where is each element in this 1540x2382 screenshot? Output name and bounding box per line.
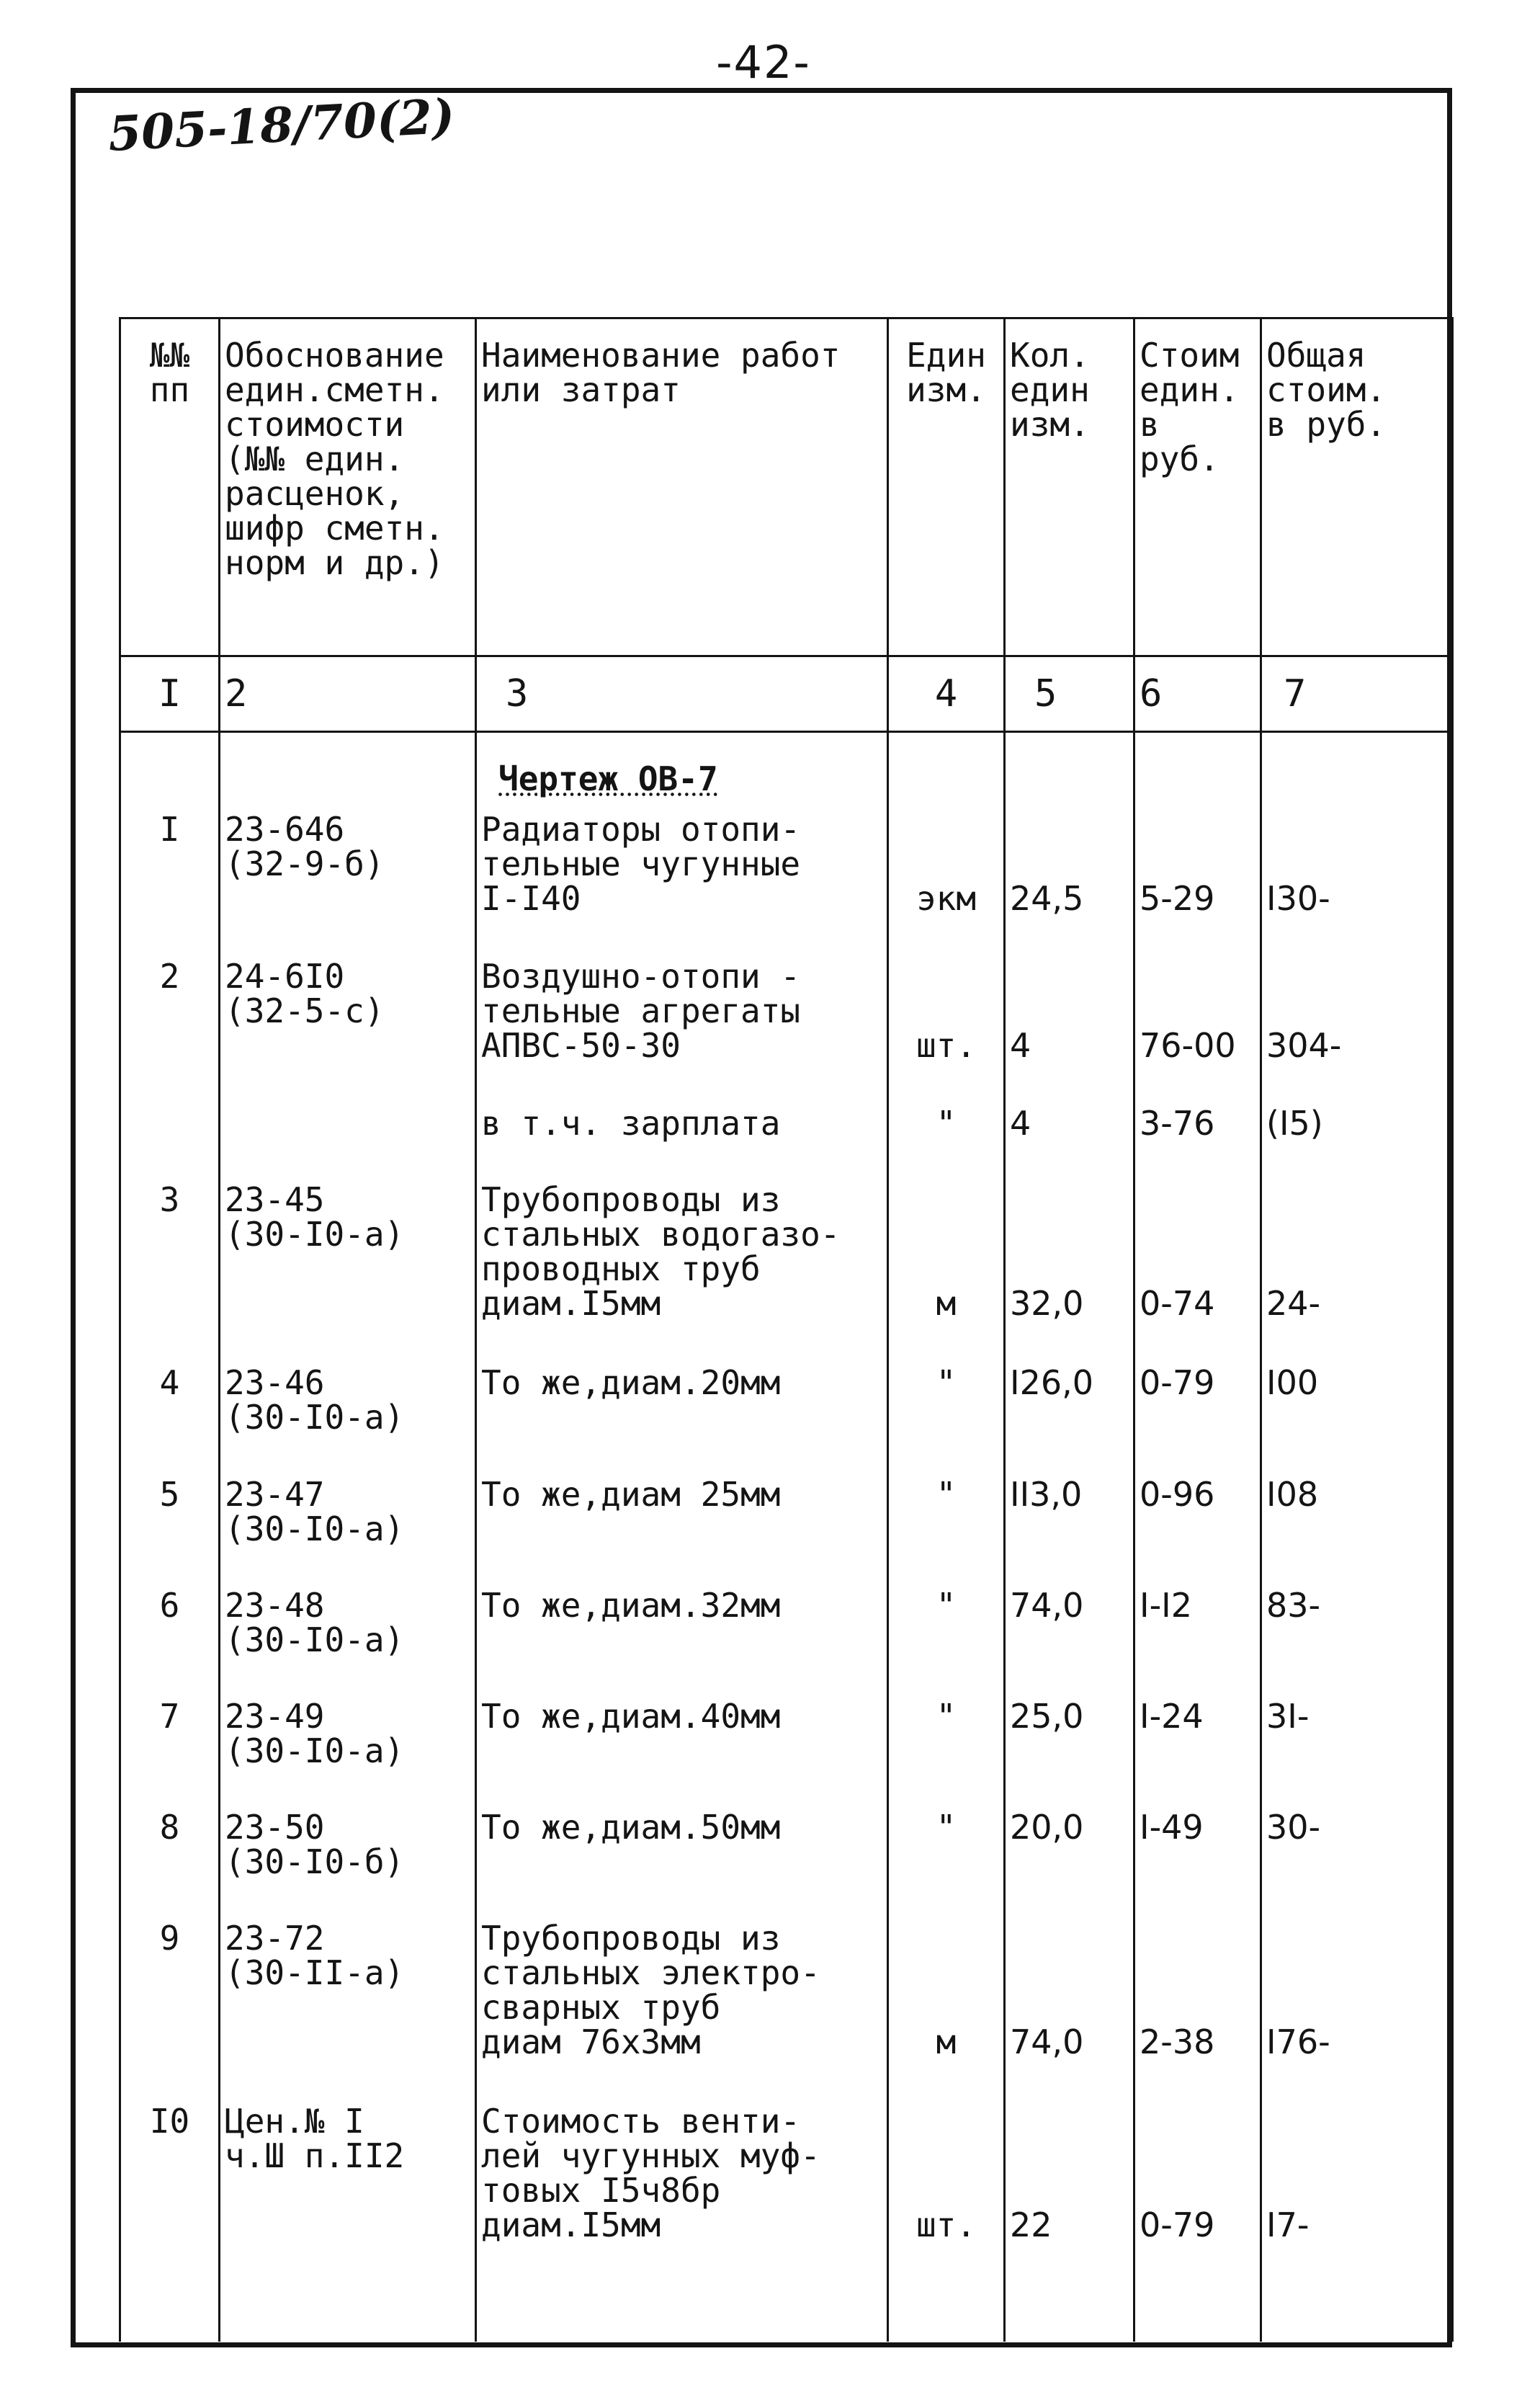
row-basis: 24-6I0 (32-5-с) [225,957,385,1031]
row-quantity: 74,0 [1010,2022,1084,2061]
table-row [120,812,1453,949]
row-basis: 23-49 (30-I0-а) [225,1696,405,1770]
row-unit-price: 0-74 [1140,1284,1215,1324]
row-name: То же,диам.20мм [481,1363,781,1403]
row-unit: экм [916,879,977,919]
section-title: Чертеж ОВ-7 [498,759,718,799]
row-name: То же,диам 25мм [481,1474,781,1514]
row-number: 9 [159,1918,180,1958]
row-unit-price: 0-96 [1140,1474,1215,1514]
row-total: (I5) [1266,1104,1323,1143]
row-unit: " [936,1585,957,1625]
row-quantity: 32,0 [1010,1284,1084,1324]
row-unit: м [936,2022,957,2061]
table-row [120,1096,1453,1172]
table-row [120,1355,1453,1466]
row-unit-price: 2-38 [1140,2022,1215,2061]
header-number: №№ пп [120,318,220,656]
row-quantity: 25,0 [1010,1696,1084,1736]
header-unit: Един изм. [888,318,1005,656]
header-total: Общая стоим. в руб. [1261,318,1453,656]
row-name: Воздушно-отопи - тельные агрегаты АПВС-50-30 [481,957,801,1066]
table-row [120,1172,1453,1355]
row-unit: " [936,1104,957,1143]
row-quantity: 74,0 [1010,1585,1084,1625]
row-unit-price: 5-29 [1140,879,1215,919]
row-total: 30- [1266,1807,1321,1847]
row-number: 5 [159,1474,180,1514]
row-number: 4 [159,1363,180,1403]
row-basis: 23-72 (30-II-а) [225,1918,405,1992]
header-unit-price: Стоим един. в руб. [1134,318,1261,656]
column-number: 5 [1005,656,1134,732]
row-unit: " [936,1474,957,1514]
row-number: 6 [159,1585,180,1625]
row-unit-price: 76-00 [1140,1026,1236,1066]
header-name: Наименование работ или затрат [476,318,888,656]
row-name: в т.ч. зарплата [481,1104,781,1143]
row-quantity: 20,0 [1010,1807,1084,1847]
column-number: 2 [220,656,476,732]
row-quantity: 22 [1010,2205,1052,2244]
page-number: -42- [716,36,811,89]
row-total: 24- [1266,1284,1321,1324]
row-number: 3 [159,1180,180,1220]
row-quantity: 4 [1010,1104,1031,1143]
row-unit-price: I-49 [1140,1807,1204,1847]
column-number: 4 [888,656,1005,732]
row-unit: шт. [916,2205,977,2244]
row-unit: м [936,1284,957,1324]
row-total: 83- [1266,1585,1321,1625]
row-unit: " [936,1696,957,1736]
row-quantity: 24,5 [1010,879,1084,919]
row-total: I7- [1266,2205,1310,2244]
row-total: I08 [1266,1474,1319,1514]
header-basis: Обоснование един.сметн. стоимости (№№ един. расценок, шифр сметн. норм и др.) [220,318,476,656]
row-unit: " [936,1363,957,1403]
row-name: То же,диам.32мм [481,1585,781,1625]
row-basis: 23-46 (30-I0-а) [225,1363,405,1437]
row-total: I00 [1266,1363,1319,1403]
row-basis: 23-646 (32-9-б) [225,812,385,884]
row-total: 304- [1266,1026,1342,1066]
row-unit-price: I-I2 [1140,1585,1192,1625]
table-row [120,1578,1453,1689]
row-number: 2 [159,957,180,996]
table-row [120,2094,1453,2342]
row-unit: " [936,1807,957,1847]
row-number: 7 [159,1696,180,1736]
table-row [120,949,1453,1096]
row-quantity: II3,0 [1010,1474,1083,1514]
row-number: I0 [149,2101,190,2141]
column-number: 6 [1134,656,1261,732]
row-number: I [159,812,180,849]
row-number: 8 [159,1807,180,1847]
row-basis: Цен.№ I ч.Ш п.II2 [225,2101,405,2175]
row-basis: 23-48 (30-I0-а) [225,1585,405,1659]
row-unit-price: 0-79 [1140,2205,1215,2244]
table-row [120,1467,1453,1578]
row-name: Радиаторы отопи- тельные чугунные I-I40 [481,812,801,919]
column-number-row [120,656,1453,732]
column-number: 7 [1261,656,1453,732]
row-quantity: 4 [1010,1026,1031,1066]
row-total: I76- [1266,2022,1330,2061]
row-total: 3I- [1266,1696,1310,1736]
row-unit-price: I-24 [1140,1696,1204,1736]
header-quantity: Кол. един изм. [1005,318,1134,656]
header-row [120,318,1453,656]
row-unit-price: 0-79 [1140,1363,1215,1403]
handwritten-document-code: 505-18/70(2) [107,87,457,162]
row-name: То же,диам.50мм [481,1807,781,1847]
row-name: Стоимость венти- лей чугунных муф- товых I5ч8бр диам.I5мм [481,2101,820,2244]
row-unit-price: 3-76 [1140,1104,1215,1143]
row-name: Трубопроводы из стальных электро- сварных труб диам 76х3мм [481,1918,820,2061]
column-number: I [120,656,220,732]
row-name: То же,диам.40мм [481,1696,781,1736]
row-quantity: I26,0 [1010,1363,1093,1403]
estimate-table [119,317,1454,2342]
table-row [120,1800,1453,1911]
row-total: I30- [1266,879,1330,919]
row-name: Трубопроводы из стальных водогазо- проводных труб диам.I5мм [481,1180,841,1324]
column-number: 3 [476,656,888,732]
section-row [120,732,1453,813]
row-basis: 23-47 (30-I0-а) [225,1474,405,1548]
row-unit: шт. [916,1026,977,1066]
row-basis: 23-45 (30-I0-а) [225,1180,405,1254]
table-row [120,1689,1453,1800]
row-basis: 23-50 (30-I0-б) [225,1807,405,1881]
table-row [120,1911,1453,2094]
